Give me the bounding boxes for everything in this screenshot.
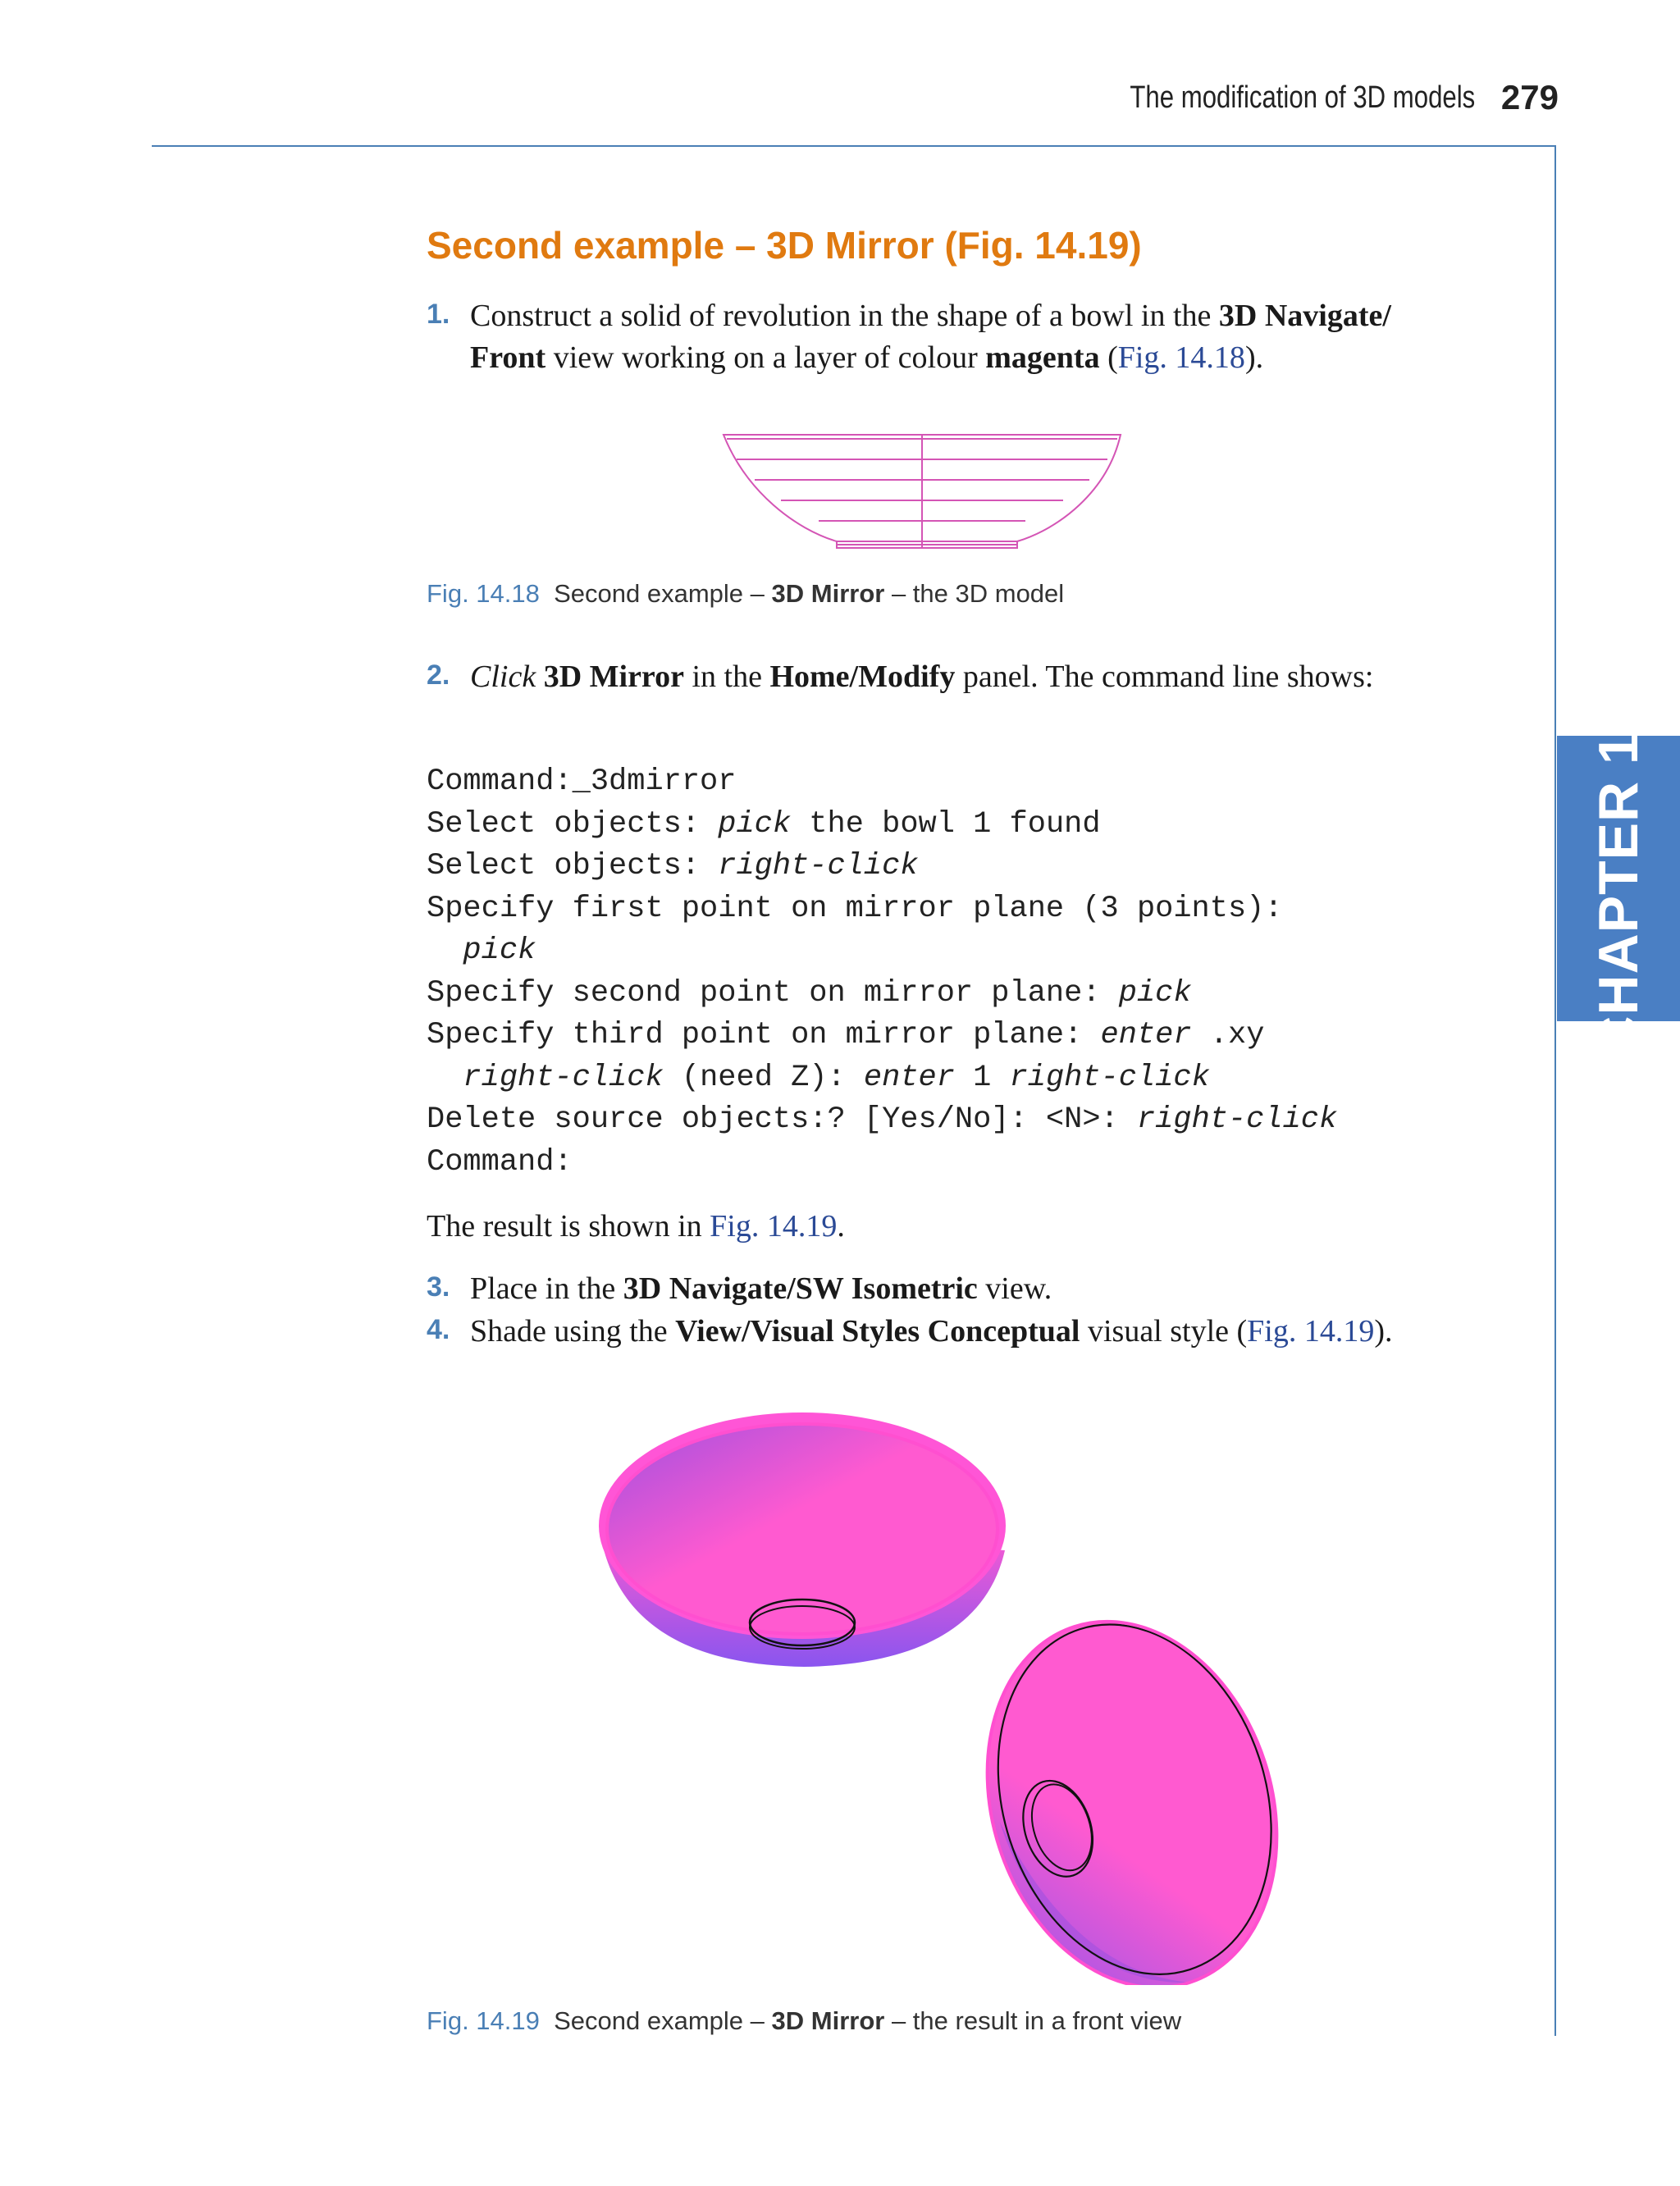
bowl-wireframe-figure <box>714 427 1140 558</box>
step-1-number: 1. <box>427 299 450 330</box>
fig-14-19-link[interactable]: Fig. 14.19 <box>710 1209 838 1244</box>
running-title: The modification of 3D models <box>1130 80 1476 115</box>
upper-bowl <box>599 1412 1006 1667</box>
fig-14-19-caption: Fig. 14.19 Second example – 3D Mirror – the result in a front view <box>427 2006 1182 2035</box>
fig-14-18-link[interactable]: Fig. 14.18 <box>1117 340 1245 375</box>
side-rule <box>1554 145 1556 2036</box>
chapter-tab-label: CHAPTER 14 <box>1587 701 1650 1056</box>
step-1-text: Construct a solid of revolution in the shape of a bowl in the 3D Navigate/ Front view working on a layer of colour magenta (Fig. 14.18). <box>470 299 1391 375</box>
fig-14-19-link-2[interactable]: Fig. 14.19 <box>1247 1314 1375 1349</box>
header-rule <box>152 145 1556 147</box>
command-line-block: Command:_3dmirror Select objects: pick the bowl 1 found Select objects: right-click Specify first point on mirror plane (3 points): pick Specify second point on mirror plane: pick Specify third point on mirror plane: enter .xy right-click (need Z): enter 1 right-click Delete source objects:? [Yes/No]: <N>: right-click Command: <box>427 764 1338 1180</box>
step-4-number: 4. <box>427 1314 450 1345</box>
step-2-number: 2. <box>427 659 450 691</box>
page-number: 279 <box>1500 78 1559 116</box>
step-3-number: 3. <box>427 1271 450 1303</box>
mirrored-bowls-figure <box>574 1394 1296 1985</box>
lower-bowl <box>942 1584 1296 1985</box>
step-4-text: Shade using the View/Visual Styles Conceptual visual style (Fig. 14.19). <box>470 1314 1393 1349</box>
step-3-text: Place in the 3D Navigate/SW Isometric view. <box>470 1271 1052 1306</box>
chapter-tab <box>1557 701 1680 1056</box>
step-2-text: Click 3D Mirror in the Home/Modify panel. The command line shows: <box>470 659 1374 694</box>
fig-14-18-caption: Fig. 14.18 Second example – 3D Mirror – the 3D model <box>427 579 1065 608</box>
section-heading: Second example – 3D Mirror (Fig. 14.19) <box>427 224 1142 267</box>
result-text: The result is shown in Fig. 14.19. <box>427 1209 845 1244</box>
